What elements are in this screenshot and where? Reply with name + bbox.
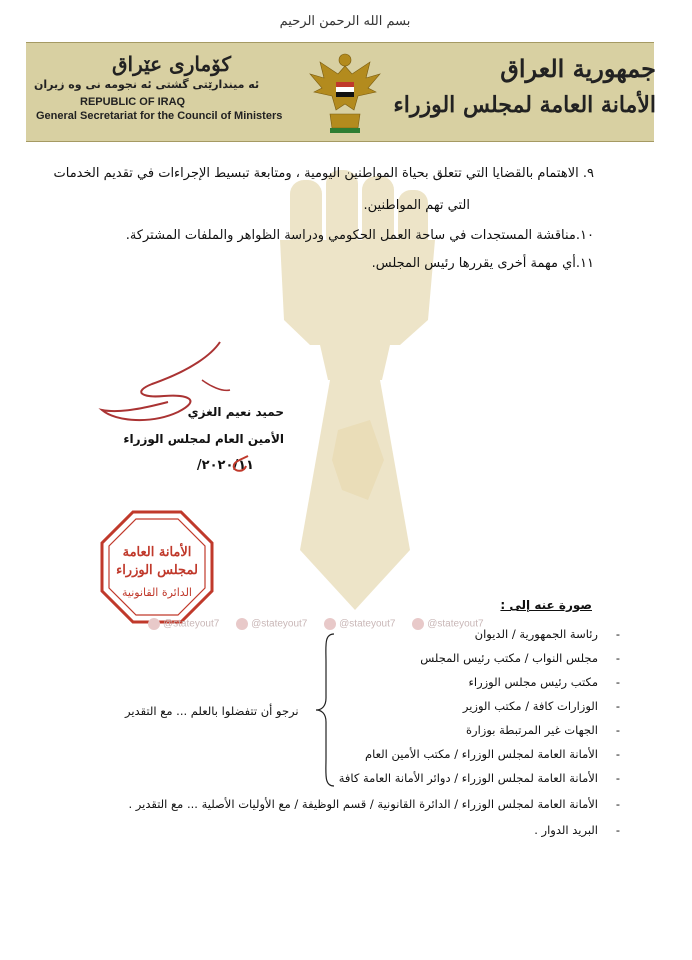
cc-item: - الوزارات كافة / مكتب الوزير <box>160 696 620 720</box>
item-9-line-2: التي تهم المواطنين. <box>363 198 470 213</box>
cc-item: - الجهات غير المرتبطة بوزارة <box>160 720 620 744</box>
date-initial-mark-icon <box>226 452 252 476</box>
official-stamp-icon <box>98 508 216 626</box>
item-9-line-1: ٩. الاهتمام بالقضايا التي تتعلق بحياة المواطنين اليومية ، ومتابعة تبسيط الإجراءات في تقديم الخدمات <box>53 166 594 181</box>
instagram-watermark: @stateyout7 <box>236 618 307 630</box>
cc-note: نرجو أن تتفضلوا بالعلم ... مع التقدير <box>125 704 299 718</box>
cc-list <box>128 624 620 844</box>
stamp-line-3: الدائرة القانونية <box>122 586 192 599</box>
signatory-title: الأمين العام لمجلس الوزراء <box>123 432 284 446</box>
item-11: ١١.أي مهمة أخرى يقررها رئيس المجلس. <box>371 256 594 271</box>
cc-item: - الأمانة العامة لمجلس الوزراء / دوائر الأمانة العامة كافة <box>160 768 620 794</box>
cc-item: - البريد الدوار . <box>160 820 620 844</box>
stamp-line-1: الأمانة العامة <box>122 545 192 560</box>
cc-item: - مجلس النواب / مكتب رئيس المجلس <box>160 648 620 672</box>
cc-item: - رئاسة الجمهورية / الديوان <box>160 624 620 648</box>
cc-item: - مكتب رئيس مجلس الوزراء <box>160 672 620 696</box>
stamp-line-2: لمجلس الوزراء <box>116 563 198 578</box>
grouping-brace-icon <box>314 632 338 788</box>
signature-date: ٢٠٢٠/١١/ <box>196 458 254 473</box>
letterhead-arabic-secretariat: الأمانة العامة لمجلس الوزراء <box>393 92 656 118</box>
cc-heading: صورة عنه إلى : <box>500 598 592 612</box>
telegram-watermark: @stateyout7 <box>324 618 395 630</box>
basmala: بسم الله الرحمن الرحيم <box>279 14 411 29</box>
twitter-watermark: @stateyout7 <box>412 618 483 630</box>
item-10: ١٠.مناقشة المستجدات في ساحة العمل الحكومي ودراسة الظواهر والملفات المشتركة. <box>125 228 594 243</box>
facebook-watermark: @stateyout7 <box>148 618 219 630</box>
letterhead-kurdish-secretariat: ئه ميندارێتی گشتی ئه نجومه نی وه زيران <box>34 78 260 91</box>
iraq-eagle-emblem-icon <box>300 48 390 138</box>
cc-item: - الأمانة العامة لمجلس الوزراء / مكتب الأمين العام <box>160 744 620 768</box>
facebook-icon <box>148 618 160 630</box>
letterhead-kurdish-country: كۆماری عێراق <box>112 52 232 76</box>
cc-item: - الأمانة العامة لمجلس الوزراء / الدائرة القانونية / قسم الوظيفة / مع الأوليات الأصلية ... مع التقدير . <box>160 794 620 820</box>
signatory-name: حميد نعيم الغزي <box>187 405 284 419</box>
letterhead-english-secretariat: General Secretariat for the Council of Ministers <box>36 110 283 122</box>
letterhead-english-country: REPUBLIC OF IRAQ <box>80 96 186 108</box>
letterhead-arabic-country: جمهورية العراق <box>500 54 656 83</box>
